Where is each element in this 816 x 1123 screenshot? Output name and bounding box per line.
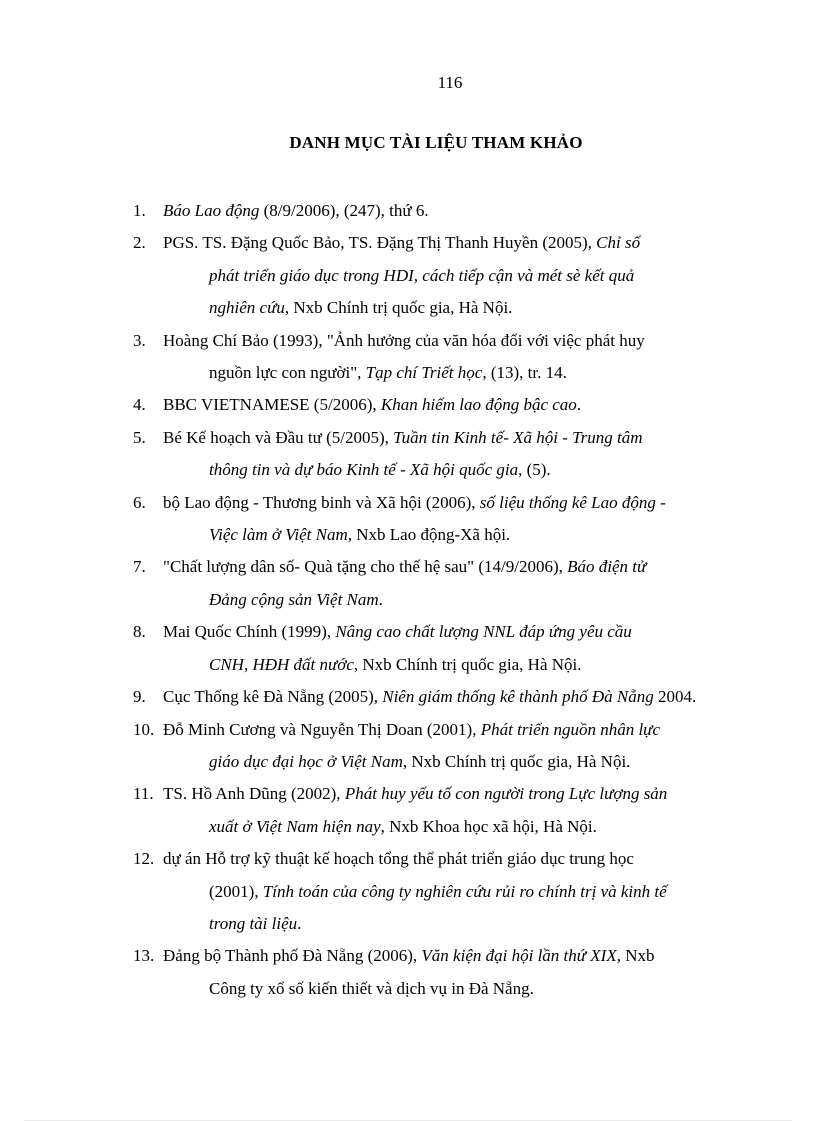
reference-italic-segment: CNH, HĐH đất nước [209,654,354,674]
reference-item [133,843,738,940]
reference-italic-segment: Phát triển nguồn nhân lực [480,719,660,739]
reference-line [163,746,738,778]
reference-italic-segment: trong tài liệu [209,913,298,933]
reference-line [163,940,738,972]
reference-italic-segment: Văn kiện đại hội lần thứ XIX [421,946,617,966]
reference-italic-segment: Niên giám thống kê thành phố Đà Nẵng [382,687,654,707]
reference-line [163,357,738,389]
reference-number: 4. [133,395,146,415]
reference-italic-segment: Tính toán của công ty nghiên cứu rủi ro chính trị và kinh tế [262,881,667,901]
reference-segment: , Nxb Chính trị quốc gia, Hà Nội. [284,298,513,318]
reference-segment: 2004. [653,687,697,707]
reference-text [163,551,738,616]
reference-segment: Đỗ Minh Cương và Nguyễn Thị Doan (2001), [163,719,481,739]
reference-number: 1. [133,201,146,220]
reference-number: 6. [133,492,146,512]
reference-number: 2. [133,233,146,253]
reference-italic-segment: thông tin và dự báo Kinh tế - Xã hội quốc gia [209,460,519,480]
reference-segment: Mai Quốc Chính (1999), [163,622,336,642]
reference-line [163,714,738,746]
reference-italic-segment: xuất ở Việt Nam hiện nay [209,816,381,836]
reference-text [163,227,738,324]
reference-text [163,681,738,713]
reference-line [163,811,738,843]
reference-line [163,843,738,875]
reference-italic-segment: giáo dục đại học ở Việt Nam [209,751,403,771]
reference-segment: , Nxb Lao động-Xã hội. [347,525,511,545]
reference-list [133,195,738,1005]
reference-italic-segment: Chỉ số [596,233,641,253]
reference-line [163,292,738,324]
reference-line [163,876,738,908]
reference-number: 9. [133,687,146,707]
reference-line [163,551,738,583]
reference-item [133,195,738,227]
reference-segment: bộ Lao động - Thương binh và Xã hội (2006), [163,492,480,512]
reference-text [163,940,738,1005]
reference-segment: , (13), tr. 14. [482,363,567,383]
reference-line [163,519,738,551]
reference-segment: Công ty xổ số kiến thiết và dịch vụ in Đà Nẵng. [209,978,534,998]
reference-segment: . [378,589,383,609]
reference-number: 5. [133,427,146,447]
reference-line [163,778,738,810]
reference-segment: , (5). [518,460,551,480]
reference-segment: , Nxb [616,946,655,966]
reference-line [163,681,738,713]
reference-item [133,325,738,390]
reference-italic-segment: Báo điện tử [567,557,647,577]
reference-text [163,325,738,390]
reference-italic-segment: Việc làm ở Việt Nam [209,525,348,545]
reference-text [163,195,738,227]
reference-italic-segment: số liệu thống kê Lao động - [479,492,666,512]
reference-line [163,325,738,357]
reference-line [163,584,738,616]
reference-segment: PGS. TS. Đặng Quốc Bảo, TS. Đặng Thị Thanh Huyền (2005), [163,233,597,253]
reference-item [133,551,738,616]
reference-item [133,940,738,1005]
reference-item [133,227,738,324]
reference-item [133,714,738,779]
reference-text [163,843,738,940]
reference-segment: Bé Kế hoạch và Đầu tư (5/2005), [163,427,394,447]
reference-number: 10. [133,719,155,739]
reference-item [133,487,738,552]
page-bottom-divider [25,1120,791,1121]
reference-segment: BBC VIETNAMESE (5/2006), [163,395,381,415]
page-title: DANH MỤC TÀI LIỆU THAM KHẢO [289,133,583,152]
reference-italic-segment: Tạp chí Triết học [365,363,483,383]
reference-italic-segment: Phát huy yếu tố con người trong Lực lượng sản [344,784,668,804]
reference-segment: TS. Hồ Anh Dũng (2002), [163,784,345,804]
reference-text [163,616,738,681]
reference-item [133,778,738,843]
reference-segment: (8/9/2006), (247), thứ 6. [259,201,429,220]
reference-segment: , Nxb Chính trị quốc gia, Hà Nội. [402,751,631,771]
reference-segment: nguồn lực con người", [209,363,366,383]
reference-italic-segment: phát triển giáo dục trong HDI, cách tiếp cận và mét sè kết quả [209,265,635,285]
reference-segment: . [297,913,302,933]
reference-text [163,714,738,779]
reference-number: 12. [133,849,155,869]
reference-italic-segment: Nâng cao chất lượng NNL đáp ứng yêu cầu [335,622,632,642]
page-number: 116 [437,73,463,92]
reference-line [163,649,738,681]
reference-text [163,778,738,843]
reference-number: 3. [133,330,146,350]
reference-segment: . [576,395,582,415]
reference-segment: Hoàng Chí Bảo (1993), "Ảnh hưởng của văn hóa đối với việc phát huy [163,330,645,350]
reference-line [163,908,738,940]
reference-line [163,227,738,259]
reference-segment: "Chất lượng dân số- Quà tặng cho thế hệ sau" (14/9/2006), [163,557,568,577]
reference-line [163,454,738,486]
reference-text [163,422,738,487]
reference-line [163,195,738,227]
reference-item [133,389,738,421]
reference-italic-segment: Khan hiếm lao động bậc cao [380,395,577,415]
reference-text [163,389,738,421]
reference-item [133,681,738,713]
reference-line [163,616,738,648]
reference-italic-segment: Báo Lao động [163,201,260,220]
reference-item [133,422,738,487]
reference-italic-segment: Đảng cộng sản Việt Nam [209,589,379,609]
reference-line [163,973,738,1005]
reference-number: 11. [133,784,154,804]
reference-number: 13. [133,946,155,966]
reference-number: 8. [133,622,146,642]
reference-number: 7. [133,557,146,577]
reference-italic-segment: Tuần tin Kinh tế- Xã hội - Trung tâm [393,427,643,447]
reference-line [163,389,738,421]
reference-text [163,487,738,552]
reference-line [163,422,738,454]
reference-segment: dự án Hỗ trợ kỹ thuật kế hoạch tổng thể phát triển giáo dục trung học [163,849,634,869]
reference-segment: (2001), [209,881,263,901]
reference-segment: , Nxb Khoa học xã hội, Hà Nội. [380,816,597,836]
reference-segment: Cục Thống kê Đà Nẵng (2005), [163,687,383,707]
reference-segment: , Nxb Chính trị quốc gia, Hà Nội. [353,654,582,674]
reference-segment: Đảng bộ Thành phố Đà Nẵng (2006), [163,946,422,966]
reference-item [133,616,738,681]
reference-italic-segment: nghiên cứu [209,298,285,318]
reference-line [163,487,738,519]
reference-line [163,260,738,292]
